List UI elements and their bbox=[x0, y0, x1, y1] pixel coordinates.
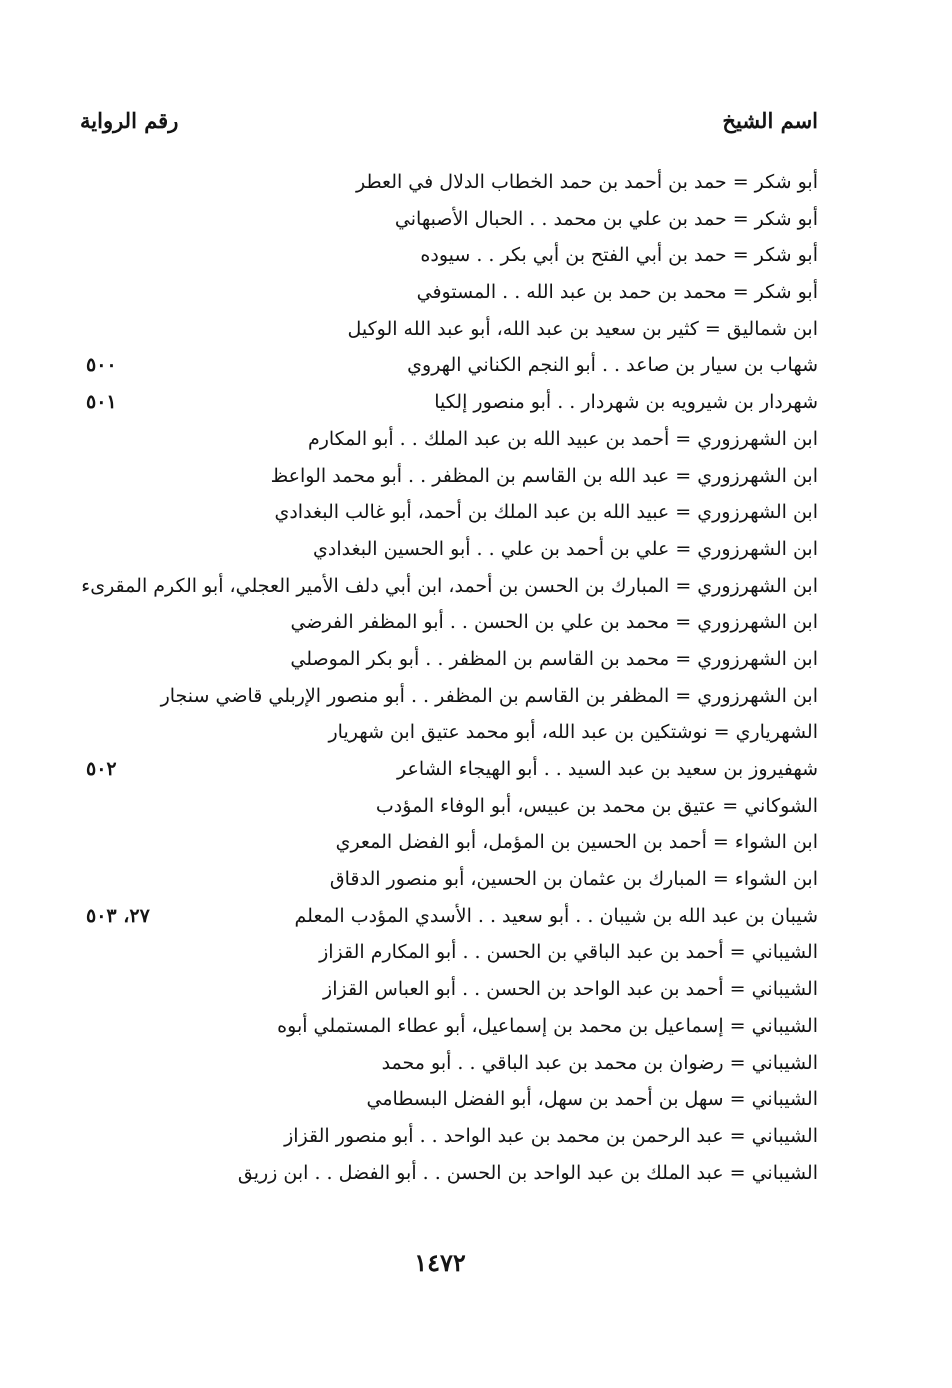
entry-narration-number: ٢٧، ٥٠٣ bbox=[86, 904, 150, 927]
index-entry bbox=[80, 568, 818, 605]
index-entry bbox=[80, 678, 818, 715]
entry-sheikh-name: شيبان بن عبد الله بن شيبان . . أبو سعيد . . الأسدي المؤدب المعلم bbox=[294, 904, 818, 927]
index-entry bbox=[80, 1081, 818, 1118]
entry-sheikh-name: الشيباني = أحمد بن عبد الواحد بن الحسن . . أبو العباس القزاز bbox=[323, 978, 818, 1001]
entry-sheikh-name: أبو شكر = محمد بن حمد بن عبد الله . . المستوفي bbox=[416, 281, 818, 304]
entry-sheikh-name: الشيباني = عبد الرحمن بن محمد بن عبد الواحد . . أبو منصور القزاز bbox=[284, 1124, 818, 1147]
entry-sheikh-name: الشوكاني = عتيق بن محمد بن عبيس، أبو الوفاء المؤدب bbox=[375, 794, 818, 817]
entry-sheikh-name: ابن شماليق = كثير بن سعيد بن عبد الله، أبو عبد الله الوكيل bbox=[347, 317, 818, 340]
entry-sheikh-name: شهفيروز بن سعيد بن عبد السيد . . أبو الهيجاء الشاعر bbox=[397, 758, 818, 780]
entry-sheikh-name: أبو شكر = حمد بن علي بن محمد . . الحبال الأصبهاني bbox=[394, 207, 818, 230]
entry-sheikh-name: الشيباني = رضوان بن محمد بن عبد الباقي . . أبو محمد bbox=[381, 1051, 818, 1074]
page-number: ١٤٧٢ bbox=[414, 1248, 466, 1277]
index-entry-list bbox=[80, 164, 818, 1191]
entry-sheikh-name: الشيباني = عبد الملك بن عبد الواحد بن الحسن . . أبو الفضل . . ابن زريق bbox=[237, 1161, 818, 1184]
index-entry bbox=[80, 1118, 818, 1155]
index-entry bbox=[80, 861, 818, 898]
index-entry bbox=[80, 494, 818, 531]
index-entry bbox=[80, 1008, 818, 1045]
entry-sheikh-name: ابن الشهرزوري = أحمد بن عبيد الله بن عبد الملك . . أبو المكارم bbox=[307, 427, 818, 450]
entry-sheikh-name: ابن الشهرزوري = محمد بن القاسم بن المظفر . . أبو بكر الموصلي bbox=[290, 647, 818, 670]
entry-sheikh-name: ابن الشهرزوري = عبد الله بن القاسم بن المظفر . . أبو محمد الواعظ bbox=[270, 464, 818, 487]
entry-sheikh-name: ابن الشواء = أحمد بن الحسين بن المؤمل، أبو الفضل المعري bbox=[335, 831, 818, 854]
entry-sheikh-name: الشهرياري = نوشتكين بن عبد الله، أبو محمد عتيق ابن شهريار bbox=[328, 721, 818, 744]
index-entry bbox=[80, 531, 818, 568]
index-entry bbox=[80, 421, 818, 458]
entry-sheikh-name: ابن الشهرزوري = المبارك بن الحسن بن أحمد، ابن أبي دلف الأمير العجلي، أبو الكرم المقرىء bbox=[81, 574, 818, 597]
entry-sheikh-name: ابن الشواء = المبارك بن عثمان بن الحسين، أبو منصور الدقاق bbox=[329, 868, 818, 891]
index-entry bbox=[80, 201, 818, 238]
narration-number-column-title: رقم الرواية bbox=[80, 108, 179, 133]
index-entry bbox=[80, 751, 818, 788]
index-entry bbox=[80, 384, 818, 421]
entry-sheikh-name: الشيباني = أحمد بن عبد الباقي بن الحسن . . أبو المكارم القزاز bbox=[319, 941, 818, 964]
index-entry bbox=[80, 458, 818, 495]
column-headers bbox=[80, 108, 818, 144]
index-entry bbox=[80, 274, 818, 311]
entry-sheikh-name: ابن الشهرزوري = عبيد الله بن عبد الملك بن أحمد، أبو غالب البغدادي bbox=[274, 501, 818, 524]
index-entry bbox=[80, 788, 818, 825]
index-entry bbox=[80, 714, 818, 751]
index-entry bbox=[80, 824, 818, 861]
entry-sheikh-name: أبو شكر = حمد بن أحمد بن حمد الخطاب الدلال في العطر bbox=[355, 171, 818, 193]
entry-sheikh-name: شهاب بن سيار بن صاعد . . أبو النجم الكناني الهروي bbox=[407, 354, 818, 377]
index-entry bbox=[80, 164, 818, 201]
entry-narration-number: ٥٠٢ bbox=[86, 758, 117, 780]
entry-sheikh-name: شهردار بن شيرويه بن شهردار . . أبو منصور إلكيا bbox=[434, 391, 818, 414]
index-entry bbox=[80, 641, 818, 678]
entry-sheikh-name: الشيباني = سهل بن أحمد بن سهل، أبو الفضل البسطامي bbox=[366, 1088, 818, 1111]
index-entry bbox=[80, 934, 818, 971]
entry-sheikh-name: ابن الشهرزوري = المظفر بن القاسم بن المظفر . . أبو منصور الإربلي قاضي سنجار bbox=[160, 684, 818, 707]
sheikh-name-column-title: اسم الشيخ bbox=[722, 108, 818, 133]
index-entry bbox=[80, 347, 818, 384]
index-entry bbox=[80, 604, 818, 641]
entry-narration-number: ٥٠٠ bbox=[86, 354, 117, 377]
index-entry bbox=[80, 311, 818, 348]
index-entry bbox=[80, 898, 818, 935]
index-entry bbox=[80, 971, 818, 1008]
entry-sheikh-name: أبو شكر = حمد بن أبي الفتح بن أبي بكر . . سيوده bbox=[420, 244, 818, 267]
index-entry bbox=[80, 1045, 818, 1082]
entry-sheikh-name: ابن الشهرزوري = محمد بن علي بن الحسن . . أبو المظفر الفرضي bbox=[290, 611, 818, 634]
entry-narration-number: ٥٠١ bbox=[86, 391, 117, 414]
entry-sheikh-name: ابن الشهرزوري = علي بن أحمد بن علي . . أبو الحسين البغدادي bbox=[313, 537, 818, 560]
entry-sheikh-name: الشيباني = إسماعيل بن محمد بن إسماعيل، أبو عطاء المستملي أبوه bbox=[277, 1014, 818, 1037]
index-entry bbox=[80, 1155, 818, 1192]
index-entry bbox=[80, 237, 818, 274]
